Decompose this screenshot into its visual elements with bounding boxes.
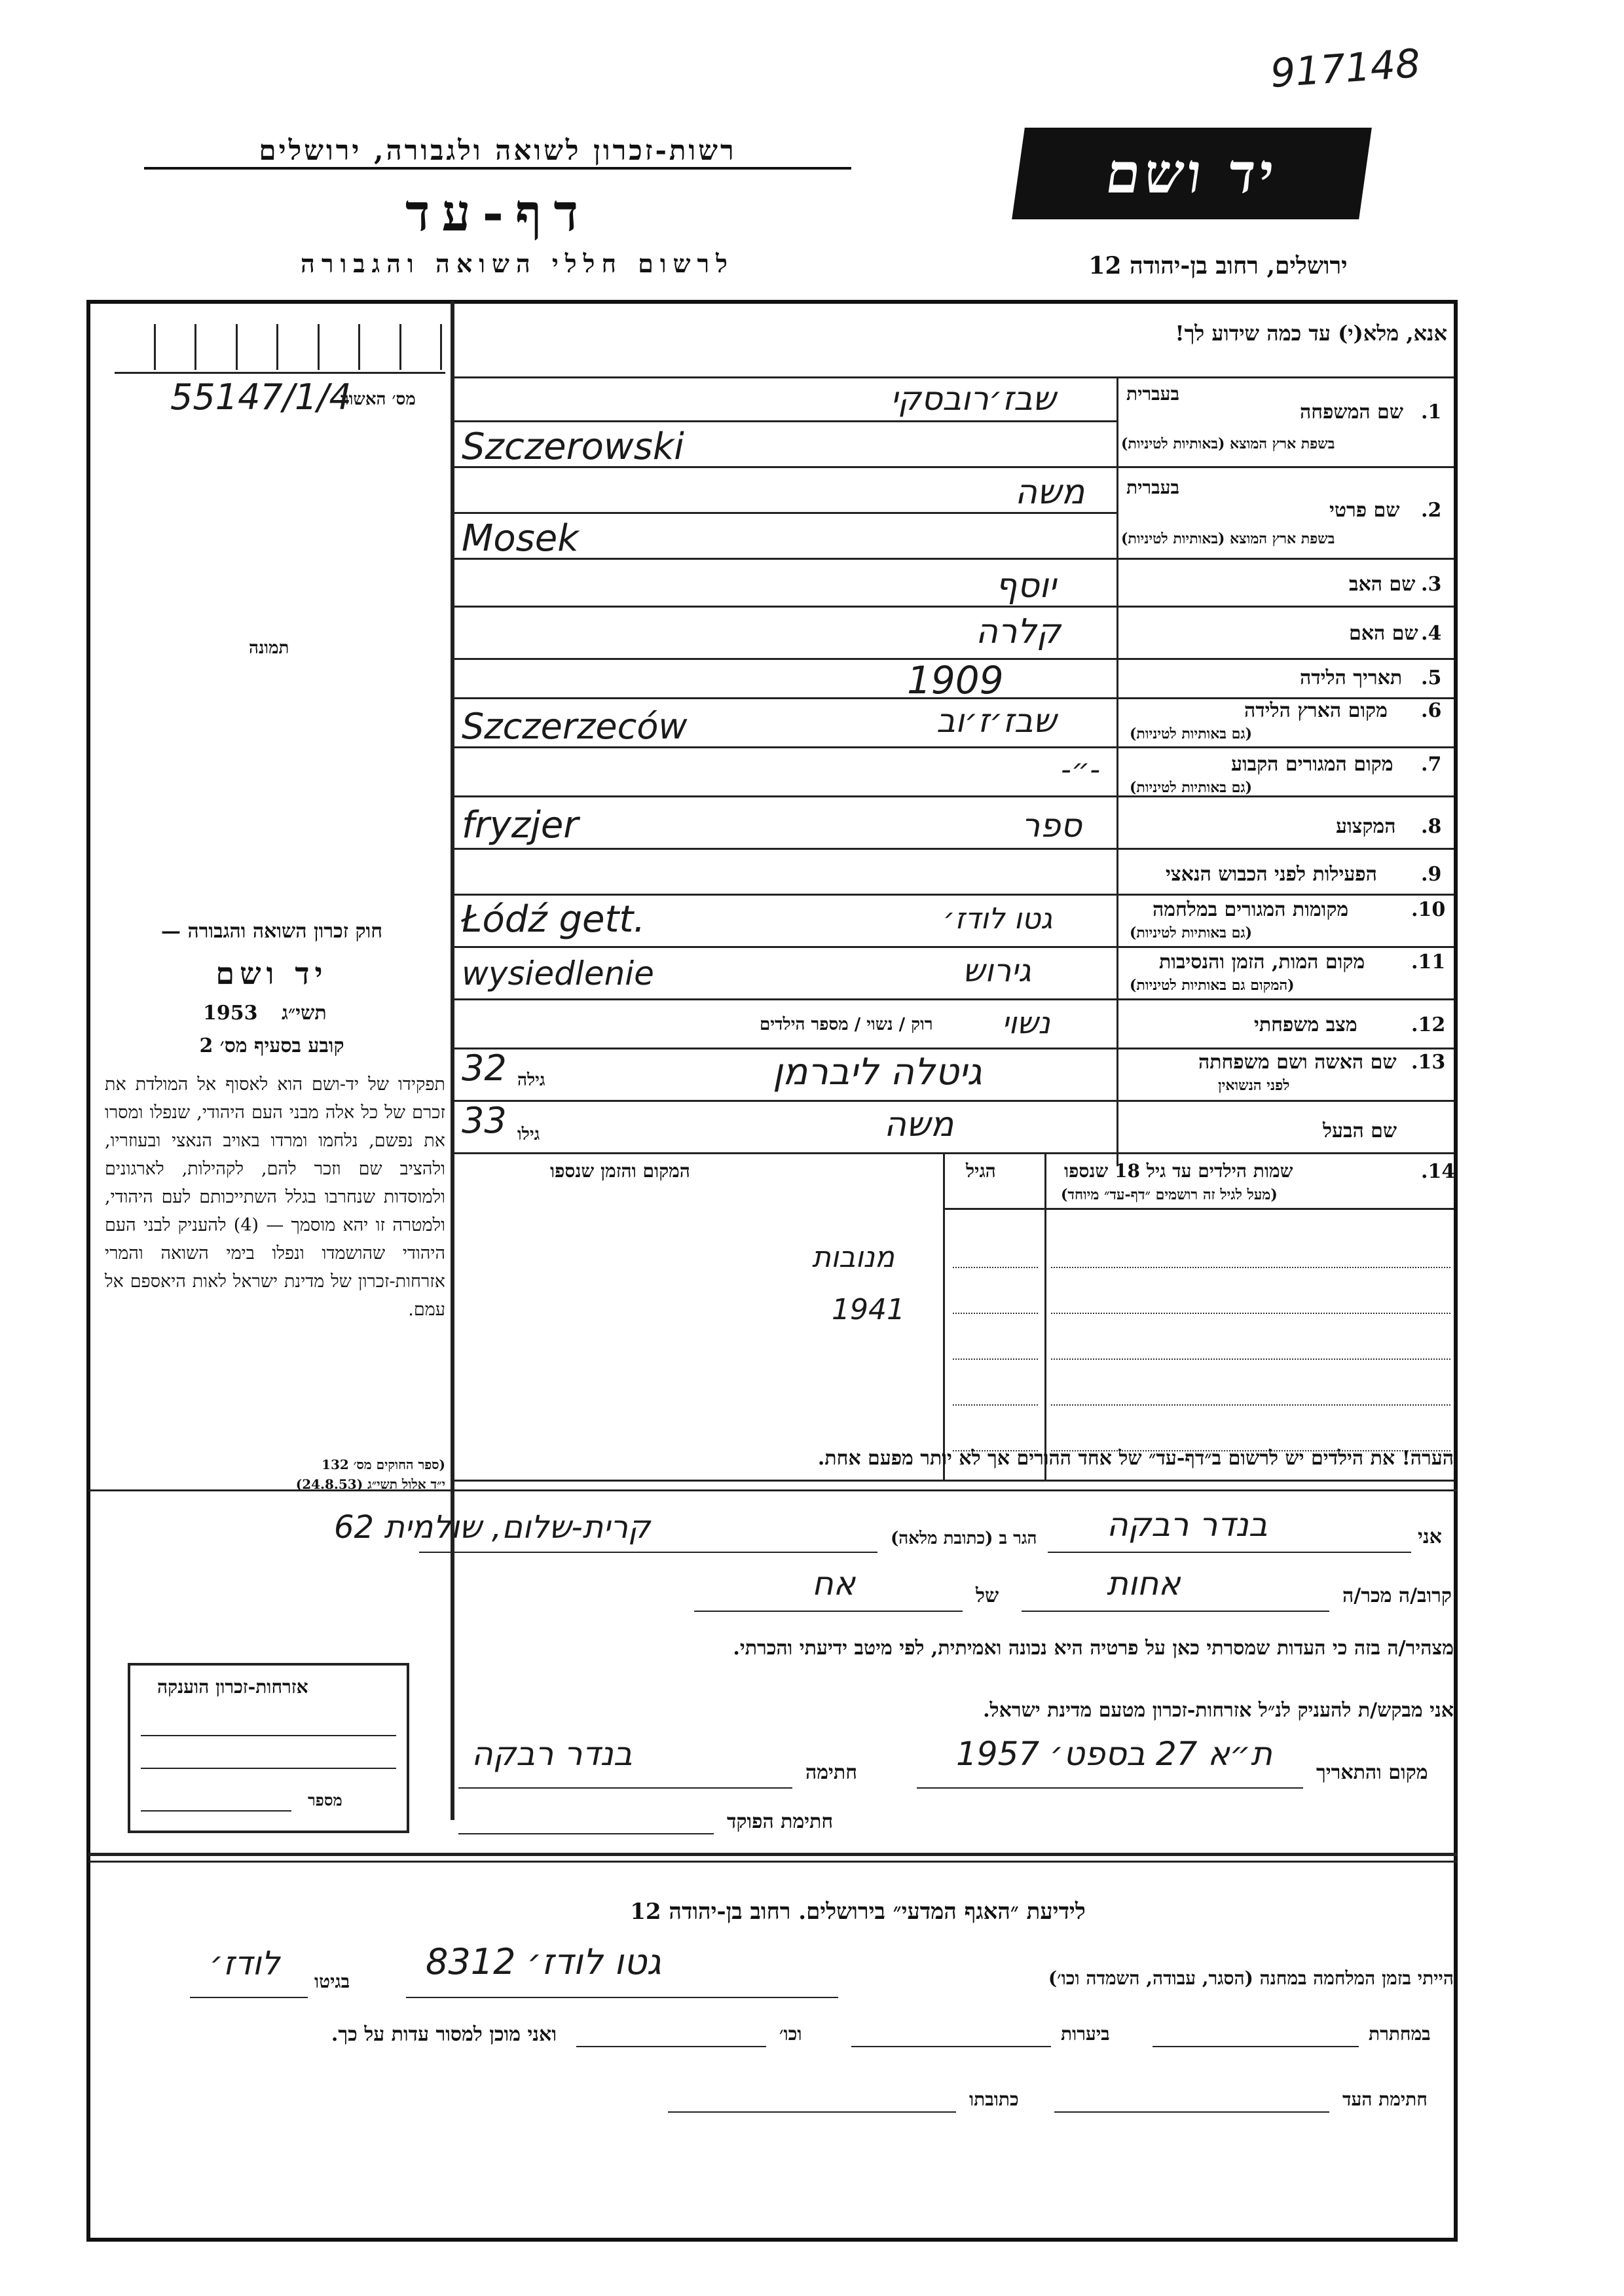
children-entry: מנובות — [812, 1241, 895, 1274]
field-6-value-hebrew: שבז׳ז׳וב — [936, 702, 1057, 740]
field-2-value-latin: Mosek — [462, 517, 579, 560]
field-13-sub: לפני הנשואין — [1218, 1077, 1290, 1094]
field-2-value-hebrew: משה — [1015, 473, 1085, 512]
field-11-sub: (המקום גם באותיות לטיניות) — [1130, 977, 1295, 994]
field-8-number: 8. — [1421, 815, 1442, 838]
declaration-statement: מצהיר/ה בזה כי העדות שמסרתי כאן על פרטיה היא נכונה ואמיתית, לפי מיטב ידיעתי והכרתי. — [733, 1637, 1454, 1660]
bottom-line — [1054, 2111, 1329, 2113]
field-4-number: 4. — [1421, 622, 1442, 645]
field-10-value-hebrew: גטו לודז׳ — [943, 902, 1053, 936]
field-9-number: 9. — [1421, 863, 1442, 886]
declaration-line — [419, 1552, 877, 1553]
law-title: חוק זכרון השואה והגבורה — — [161, 920, 382, 943]
field-13-age-value: 32 — [462, 1048, 507, 1089]
children-bottom-line — [452, 1480, 1454, 1482]
law-text: תפקידו של יד-ושם הוא לאסוף אל המולדת את זכרם של כל אלה מבני העם היהודי, שנפלו ומסרו את נפשם, נלחמו ומרדו באויב הנאצי ובעוזריו, ולהציב שם וזכר להם, לקהילות, לארגונים ולמוסדות שנחרבו בגלל השתייכותם לעם היהודי, ולמטרה זו יהא מוסמך — (4) להעניק לבני העם היהודי שהושמדו ונפלו בימי השואה והמרי אזרחות-זכרון של מדינת ישראל לאות היאספם אל עמם. — [105, 1074, 445, 1320]
field-12-options: רוק / נשוי / מספר הילדים — [760, 1015, 933, 1034]
children-dotted-line — [1051, 1313, 1450, 1314]
row-line — [452, 558, 1454, 560]
law-reference-2: י״ד אלול תשי״ג (24.8.53) — [295, 1476, 445, 1492]
declaration-line — [458, 1787, 792, 1789]
form-subtitle: לרשום חללי השואה והגבורה — [301, 249, 734, 278]
children-dotted-line — [1051, 1404, 1450, 1406]
row-line — [452, 795, 1454, 797]
doc-number: 917148 — [1268, 41, 1422, 97]
row-line — [452, 1048, 1454, 1049]
field-3-number: 3. — [1421, 573, 1442, 596]
field-11-value-latin: wysiedlenie — [462, 955, 654, 993]
field-7-sub: (גם באותיות לטיניות) — [1130, 779, 1253, 796]
row-line — [452, 376, 1454, 378]
declaration-relation-label: קרוב/ה מכר/ה — [1342, 1584, 1452, 1607]
field-8-value-latin: fryzjer — [462, 804, 579, 847]
declaration-resides-value: קרית-שלום, שולמית 62 — [334, 1509, 651, 1546]
field-6-number: 6. — [1421, 699, 1442, 722]
field-1-value-latin: Szczerowski — [462, 426, 684, 468]
approval-label: מס׳ האשור — [341, 390, 416, 409]
row-line — [452, 998, 1454, 1000]
field-5-number: 5. — [1421, 666, 1442, 689]
children-place-col: המקום והזמן שנספו — [550, 1160, 690, 1182]
declaration-line — [1022, 1611, 1329, 1612]
declaration-line — [1048, 1552, 1411, 1553]
field-2-number: 2. — [1421, 499, 1442, 522]
field-2-hebrew-tag: בעברית — [1126, 477, 1180, 498]
field-1-value-hebrew: שבז׳רובסקי — [891, 380, 1056, 418]
underground-label: במחתרת — [1369, 2023, 1431, 2045]
field-13-age-label: גילה — [517, 1070, 545, 1090]
etc-label: וכו׳ — [779, 2023, 802, 2045]
field-10-label: מקומות המגורים במלחמה — [1153, 898, 1349, 921]
intro-text: אנא, מלא(י) עד כמה שידוע לך! — [1175, 321, 1447, 346]
citizenship-box-line — [141, 1735, 396, 1736]
children-header-line — [943, 1208, 1454, 1210]
field-7-value: -״- — [1061, 753, 1101, 786]
camp-value: גטו לודז׳ 8312 — [426, 1941, 661, 1982]
field-4-label: שם האם — [1349, 622, 1418, 645]
field-3-value: יוסף — [995, 566, 1056, 606]
field-12-number: 12. — [1411, 1013, 1446, 1036]
children-number: 14. — [1421, 1160, 1456, 1183]
bottom-line — [1153, 2046, 1359, 2047]
field-10-number: 10. — [1411, 898, 1446, 921]
address-label: כתובתו — [969, 2088, 1019, 2110]
photo-label: תמונה — [249, 638, 289, 658]
field-10-value-latin: Łódź gett. — [462, 898, 646, 941]
children-dotted-line — [953, 1267, 1038, 1268]
field-1-label: שם המשפחה — [1300, 401, 1404, 424]
row-line — [452, 946, 1454, 948]
left-panel-divider — [451, 301, 454, 1820]
citizenship-box-line — [141, 1768, 396, 1769]
children-dotted-line — [1051, 1267, 1450, 1268]
children-sub: (מעל לגיל זה רושמים ״דף-עד״ מיוחד) — [1061, 1186, 1278, 1203]
field-13-label: שם האשה ושם משפחתה — [1198, 1051, 1397, 1074]
bottom-line — [406, 1997, 838, 1998]
place-date-label: מקום והתאריך — [1316, 1761, 1428, 1784]
row-line — [452, 894, 1454, 896]
approval-line — [115, 372, 445, 374]
row-line — [452, 420, 1116, 422]
row-line — [452, 606, 1454, 608]
approval-number: 55147/1/4 — [170, 376, 352, 418]
children-title: שמות הילדים עד גיל 18 שנספו — [1064, 1160, 1293, 1182]
row-line — [452, 848, 1454, 850]
field-4-value: קלרה — [976, 612, 1061, 651]
children-dotted-line — [953, 1313, 1038, 1314]
ghetto-value: לודז׳ — [210, 1944, 280, 1982]
declaration-i-label: אני — [1418, 1525, 1442, 1548]
children-dotted-line — [953, 1404, 1038, 1406]
field-11-number: 11. — [1411, 951, 1446, 974]
field-12-label: מצב משפחתי — [1254, 1013, 1357, 1036]
children-col-divider — [943, 1152, 945, 1480]
field-6-label: מקום הארץ הלידה — [1244, 699, 1388, 722]
row-line — [452, 1152, 1454, 1154]
declaration-line — [458, 1833, 714, 1834]
field-10-sub: (גם באותיות לטיניות) — [1130, 924, 1253, 941]
field-7-number: 7. — [1421, 753, 1442, 776]
declaration-top-line — [88, 1489, 1457, 1491]
declaration-resides-label: הגר ב (כתובת מלאה) — [891, 1529, 1037, 1548]
header-address: ירושלים, רחוב בן-יהודה 12 — [1088, 252, 1348, 280]
citizenship-box-line — [141, 1810, 291, 1812]
field-2-sub: בשפת ארץ המוצא (באותיות לטיניות) — [1121, 530, 1335, 547]
field-5-label: תאריך הלידה — [1300, 666, 1403, 689]
children-dotted-line — [1051, 1358, 1450, 1360]
bottom-line — [576, 2046, 766, 2047]
declaration-request: אני מבקש/ת להעניק לנ״ל אזרחות-זכרון מטעם מדינת ישראל. — [983, 1699, 1454, 1722]
note-text: הערה! את הילדים יש לרשום ב״דף-עד״ של אחד ההורים אך לא יותר מפעם אחת. — [817, 1447, 1454, 1470]
husband-age-value: 33 — [462, 1100, 507, 1141]
row-line — [452, 1100, 1454, 1102]
officer-signature-label: חתימת הפוקד — [727, 1810, 834, 1833]
children-age-col: הגיל — [966, 1160, 996, 1182]
declaration-i-value: בנדר רבקה — [1107, 1506, 1268, 1544]
field-6-value-latin: Szczerzeców — [462, 706, 688, 747]
declaration-of-label: של — [976, 1584, 999, 1607]
law-section: קובע בסעיף מס׳ 2 — [199, 1034, 344, 1057]
declaration-line — [917, 1787, 1303, 1789]
field-9-label: הפעילות לפני הכבוש הנאצי — [1166, 863, 1377, 886]
husband-age-label: גילו — [517, 1125, 540, 1144]
bottom-line — [190, 1997, 308, 1998]
law-reference-1: (ספר החוקים מס׳ 132 — [322, 1457, 445, 1472]
husband-label: שם הבעל — [1323, 1120, 1397, 1142]
children-entry: 1941 — [832, 1293, 905, 1326]
field-1-hebrew-tag: בעברית — [1126, 383, 1180, 405]
declaration-relation-value: אחות — [1107, 1565, 1181, 1603]
ready-text: ואני מוכן למסור עדות על כך. — [331, 2023, 557, 2046]
field-1-number: 1. — [1421, 401, 1442, 424]
declaration-of-value: אח — [812, 1565, 856, 1603]
children-dotted-line — [953, 1358, 1038, 1360]
field-11-value-hebrew: גירוש — [963, 953, 1031, 989]
field-13-value: גיטלה ליברמן — [773, 1051, 982, 1093]
field-1-sub: בשפת ארץ המוצא (באותיות לטיניות) — [1121, 435, 1335, 452]
field-8-value-hebrew: ספר — [1022, 807, 1082, 845]
bottom-section-line — [88, 1853, 1457, 1856]
citizenship-box-title: אזרחות-זכרון הוענקה — [157, 1676, 308, 1698]
bottom-section-line — [88, 1861, 1457, 1863]
field-11-label: מקום המות, הזמן והנסיבות — [1159, 951, 1365, 974]
declaration-line — [694, 1611, 963, 1612]
authority-title: רשות-זכרון לשואה ולגבורה, ירושלים — [144, 134, 851, 170]
logo-text: יד ושם — [1101, 141, 1282, 206]
children-col-divider — [1044, 1152, 1046, 1480]
field-3-label: שם האב — [1349, 573, 1416, 596]
approval-boxes — [115, 324, 442, 370]
field-5-value: 1909 — [907, 658, 1004, 702]
field-13-number: 13. — [1411, 1051, 1446, 1074]
bottom-line — [668, 2111, 956, 2113]
bottom-line — [851, 2046, 1051, 2047]
law-year-hebrew: תשי״ג — [282, 1002, 327, 1025]
field-7-label: מקום המגורים הקבוע — [1231, 753, 1393, 776]
field-6-sub: (גם באותיות לטיניות) — [1130, 725, 1253, 742]
forests-label: ביערות — [1061, 2023, 1110, 2045]
husband-value: משה — [884, 1105, 954, 1144]
row-line — [452, 512, 1116, 514]
bottom-title: לידיעת ״האגף המדעי״ בירושלים. רחוב בן-יהודה 12 — [630, 1899, 1086, 1925]
place-date-value: ת״א 27 בספט׳ 1957 — [956, 1735, 1272, 1773]
field-8-label: המקצוע — [1336, 815, 1396, 838]
field-2-label: שם פרטי — [1329, 499, 1400, 522]
signature-value: בנדר רבקה — [471, 1735, 633, 1773]
law-year: 1953 — [203, 1002, 258, 1025]
ghetto-label: בגיטו — [314, 1971, 350, 1992]
witness-signature-label: חתימת העד — [1342, 2088, 1428, 2110]
yad-vashem-logo — [1012, 128, 1372, 219]
citizenship-box-number-label: מספר — [308, 1791, 342, 1810]
form-title: דף-עד — [405, 183, 590, 243]
field-12-value: נשוי — [1002, 1005, 1050, 1040]
signature-label: חתימה — [805, 1761, 857, 1784]
camp-label: הייתי בזמן המלחמה במחנה (הסגר, עבודה, השמדה וכו׳) — [1048, 1967, 1454, 1989]
law-name: יד ושם — [215, 956, 328, 991]
